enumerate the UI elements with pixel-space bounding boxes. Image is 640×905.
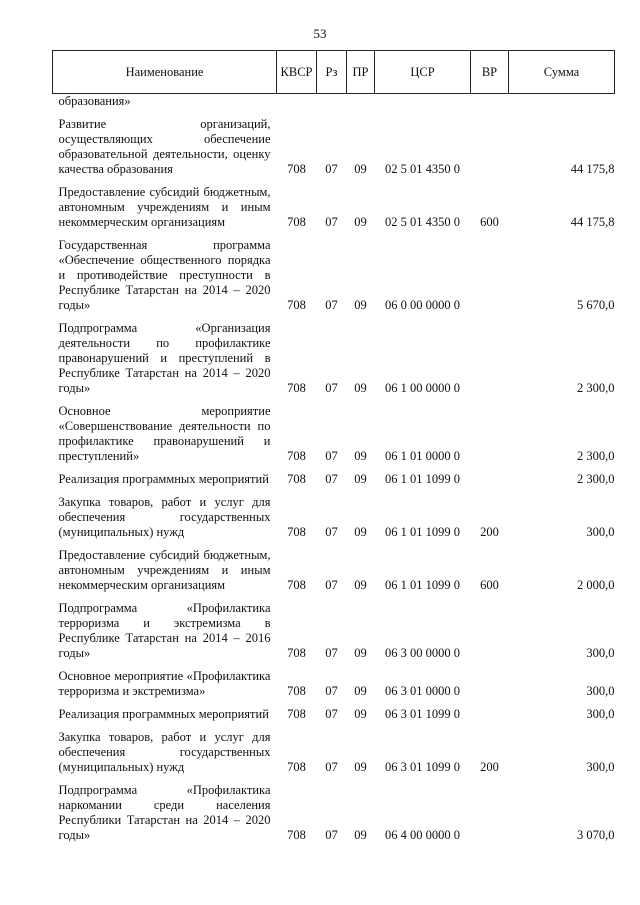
row-spacer	[53, 722, 615, 730]
table-row	[53, 783, 615, 843]
cell-csr: 02 5 01 4350 0	[385, 215, 460, 229]
cell-csr: 06 1 01 1099 0	[385, 525, 460, 539]
cell-rz: 07	[325, 472, 338, 486]
cell-csr: 06 3 01 0000 0	[385, 684, 460, 698]
cell-csr: 06 0 00 0000 0	[385, 298, 460, 312]
cell-pr: 09	[354, 162, 367, 176]
cell-kvsr: 708	[287, 684, 306, 698]
cell-rz: 07	[325, 525, 338, 539]
cell-sum: 2 300,0	[577, 472, 615, 486]
row-spacer	[53, 109, 615, 117]
table-row	[53, 404, 615, 464]
header-csr: ЦСР	[375, 51, 471, 94]
table-row	[53, 669, 615, 699]
cell-vr	[471, 707, 509, 722]
cell-pr: 09	[354, 381, 367, 395]
cell-sum: 2 300,0	[577, 381, 615, 395]
cell-vr	[471, 601, 509, 661]
cell-rz: 07	[325, 760, 338, 774]
cell-csr: 06 1 00 0000 0	[385, 381, 460, 395]
cell-name: Предоставление субсидий бюджетным, автономным учреждениям и иным некоммерческим организациям	[58, 548, 271, 592]
cell-sum: 3 070,0	[577, 828, 615, 842]
table-header-row	[53, 51, 615, 94]
cell-kvsr: 708	[287, 162, 306, 176]
cell-rz: 07	[325, 684, 338, 698]
cell-vr	[471, 117, 509, 177]
cell-sum: 2 300,0	[577, 449, 615, 463]
cell-name: Основное мероприятие «Профилактика терроризма и экстремизма»	[58, 669, 271, 698]
cell-pr: 09	[354, 215, 367, 229]
cell-csr: 06 1 01 1099 0	[385, 578, 460, 592]
cell-vr	[471, 321, 509, 396]
cell-vr: 600	[480, 215, 499, 229]
cell-name: Предоставление субсидий бюджетным, автономным учреждениям и иным некоммерческим организациям	[58, 185, 271, 229]
cell-pr: 09	[354, 646, 367, 660]
cell-rz: 07	[325, 578, 338, 592]
cell-rz: 07	[325, 162, 338, 176]
cell-csr: 06 1 01 0000 0	[385, 449, 460, 463]
cell-kvsr: 708	[287, 298, 306, 312]
table-row	[53, 117, 615, 177]
cell-rz: 07	[325, 381, 338, 395]
cell-kvsr: 708	[287, 760, 306, 774]
cell-name: Государственная программа «Обеспечение общественного порядка и противодействие преступности в Республике Татарстан на 2014 – 2020 годы»	[58, 238, 271, 312]
cell-csr: 06 4 00 0000 0	[385, 828, 460, 842]
cell-pr: 09	[354, 760, 367, 774]
cell-name: Закупка товаров, работ и услуг для обеспечения государственных (муниципальных) нужд	[58, 730, 271, 774]
cell-csr: 06 3 01 1099 0	[385, 760, 460, 774]
header-sum: Сумма	[509, 51, 615, 94]
row-spacer	[53, 464, 615, 472]
cell-sum: 300,0	[586, 684, 615, 698]
cell-sum: 300,0	[586, 646, 615, 660]
cell-kvsr: 708	[287, 707, 306, 721]
cell-rz: 07	[325, 298, 338, 312]
table-row	[53, 472, 615, 487]
carryover-row	[53, 94, 615, 110]
row-spacer	[53, 313, 615, 321]
row-spacer	[53, 396, 615, 404]
cell-vr	[471, 472, 509, 487]
cell-name: Закупка товаров, работ и услуг для обеспечения государственных (муниципальных) нужд	[58, 495, 271, 539]
cell-vr	[471, 404, 509, 464]
row-spacer	[53, 230, 615, 238]
cell-vr: 600	[480, 578, 499, 592]
cell-rz: 07	[325, 707, 338, 721]
row-spacer	[53, 775, 615, 783]
cell-name: Подпрограмма «Профилактика терроризма и экстремизма в Республике Татарстан на 2014 – 2016 годы»	[58, 601, 271, 660]
cell-name: Реализация программных мероприятий	[58, 472, 269, 486]
table-row	[53, 707, 615, 722]
cell-rz: 07	[325, 646, 338, 660]
table-row	[53, 185, 615, 230]
cell-rz: 07	[325, 449, 338, 463]
cell-sum: 300,0	[586, 707, 615, 721]
header-rz: Рз	[317, 51, 347, 94]
header-name: Наименование	[53, 51, 277, 94]
cell-kvsr: 708	[287, 828, 306, 842]
cell-kvsr: 708	[287, 215, 306, 229]
cell-kvsr: 708	[287, 646, 306, 660]
table-row	[53, 548, 615, 593]
carryover-text: образования»	[58, 94, 131, 108]
cell-kvsr: 708	[287, 449, 306, 463]
cell-name: Развитие организаций, осуществляющих обеспечение образовательной деятельности, оценку качества образования	[58, 117, 271, 176]
cell-vr: 200	[480, 525, 499, 539]
cell-name: Основное мероприятие «Совершенствование деятельности по профилактике правонарушений и преступлений»	[58, 404, 271, 463]
cell-sum: 300,0	[586, 760, 615, 774]
row-spacer	[53, 487, 615, 495]
table-row	[53, 601, 615, 661]
row-spacer	[53, 593, 615, 601]
cell-sum: 300,0	[586, 525, 615, 539]
header-kvsr: КВСР	[277, 51, 317, 94]
cell-vr	[471, 783, 509, 843]
cell-pr: 09	[354, 298, 367, 312]
cell-vr	[471, 669, 509, 699]
cell-pr: 09	[354, 525, 367, 539]
cell-pr: 09	[354, 707, 367, 721]
cell-pr: 09	[354, 828, 367, 842]
budget-table	[52, 50, 615, 843]
header-vr: ВР	[471, 51, 509, 94]
cell-sum: 5 670,0	[577, 298, 615, 312]
cell-csr: 06 3 01 1099 0	[385, 707, 460, 721]
cell-pr: 09	[354, 684, 367, 698]
cell-sum: 2 000,0	[577, 578, 615, 592]
cell-rz: 07	[325, 215, 338, 229]
cell-sum: 44 175,8	[570, 162, 615, 176]
row-spacer	[53, 540, 615, 548]
cell-pr: 09	[354, 472, 367, 486]
cell-pr: 09	[354, 578, 367, 592]
table-row	[53, 730, 615, 775]
cell-name: Подпрограмма «Профилактика наркомании среди населения Республики Татарстан на 2014 – 2020 годы»	[58, 783, 271, 842]
table-row	[53, 238, 615, 313]
cell-pr: 09	[354, 449, 367, 463]
row-spacer	[53, 661, 615, 669]
cell-rz: 07	[325, 828, 338, 842]
cell-kvsr: 708	[287, 578, 306, 592]
cell-sum: 44 175,8	[570, 215, 615, 229]
cell-vr	[471, 238, 509, 313]
cell-vr: 200	[480, 760, 499, 774]
cell-kvsr: 708	[287, 381, 306, 395]
cell-kvsr: 708	[287, 525, 306, 539]
cell-csr: 02 5 01 4350 0	[385, 162, 460, 176]
cell-name: Подпрограмма «Организация деятельности по профилактике правонарушений и преступлений в Республике Татарстан на 2014 – 2020 годы»	[58, 321, 271, 395]
cell-name: Реализация программных мероприятий	[58, 707, 269, 721]
row-spacer	[53, 699, 615, 707]
cell-csr: 06 3 00 0000 0	[385, 646, 460, 660]
header-pr: ПР	[347, 51, 375, 94]
cell-csr: 06 1 01 1099 0	[385, 472, 460, 486]
table-row	[53, 321, 615, 396]
table-row	[53, 495, 615, 540]
page-number: 53	[313, 26, 327, 41]
cell-kvsr: 708	[287, 472, 306, 486]
row-spacer	[53, 177, 615, 185]
